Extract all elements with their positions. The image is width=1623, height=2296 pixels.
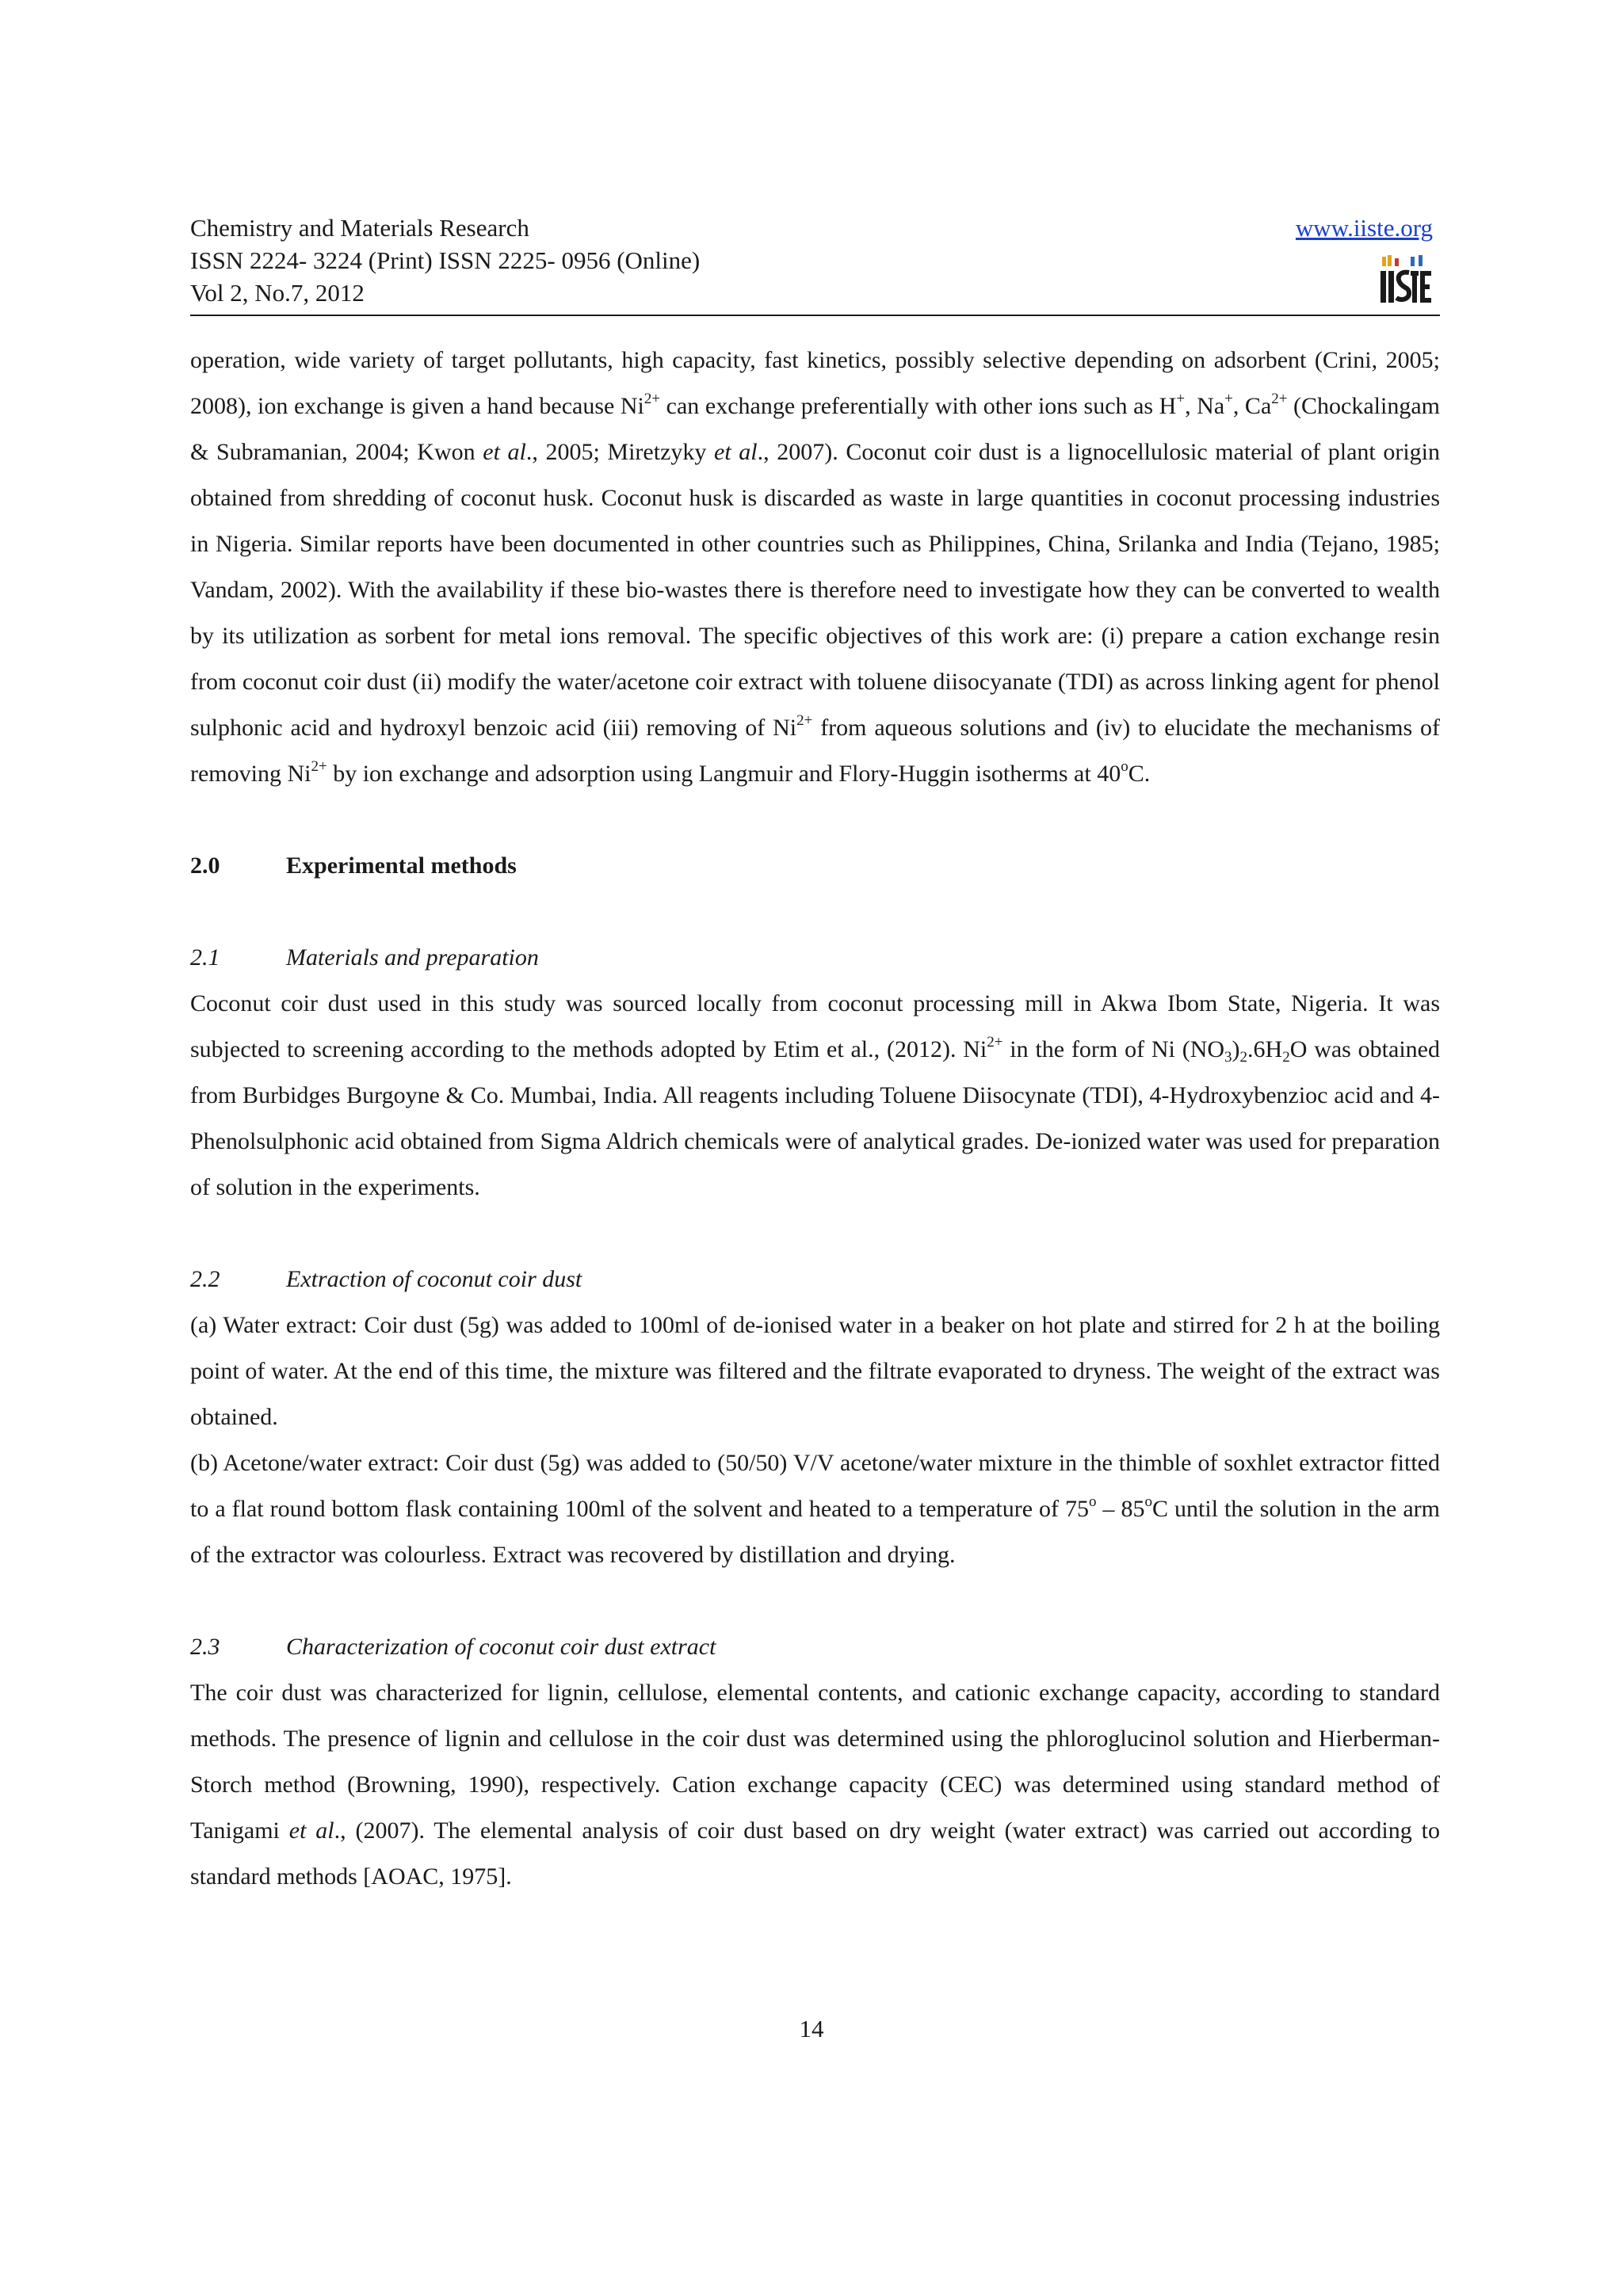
section-title: Experimental methods (286, 852, 517, 879)
section-heading-experimental-methods (190, 843, 1440, 889)
subsection-title: Materials and preparation (286, 944, 539, 971)
water-extract-paragraph: (a) Water extract: Coir dust (5g) was added to 100ml of de-ionised water in a beaker on hot plate and stirred for 2 h at the boiling point of water. At the end of this time, the mixture was filtered and the filtrate evaporated to dryness. The weight of the extract was obtained. (190, 1312, 1440, 1430)
subsection-heading-characterization (190, 1624, 1440, 1670)
header-divider (190, 315, 1440, 316)
subsection-heading-materials (190, 935, 1440, 981)
journal-title: Chemistry and Materials Research (190, 214, 529, 242)
subsection-number: 2.2 (190, 1266, 220, 1292)
page-number: 14 (799, 2015, 824, 2042)
journal-volume: Vol 2, No.7, 2012 (190, 279, 365, 307)
subsection-title: Characterization of coconut coir dust extract (286, 1634, 716, 1660)
iiste-logo (1377, 252, 1433, 307)
journal-issn: ISSN 2224- 3224 (Print) ISSN 2225- 0956 (Online) (190, 246, 701, 274)
section-number: 2.0 (190, 852, 220, 879)
page-body (190, 338, 1440, 1900)
characterization-paragraph: The coir dust was characterized for lignin, cellulose, elemental contents, and cationic exchange capacity, according to standard methods. The presence of lignin and cellulose in the coir dust was determined using the phloroglucinol solution and Hierberman-Storch method (Browning, 1990), respectively. Cation exchange capacity (CEC) was determined using standard method of Tanigami et al., (2007). The elemental analysis of coir dust based on dry weight (water extract) was carried out according to standard methods [AOAC, 1975]. (190, 1680, 1440, 1890)
journal-header (190, 212, 700, 309)
materials-paragraph: Coconut coir dust used in this study was sourced locally from coconut processing mill in Akwa Ibom State, Nigeria. It was subjected to screening according to the methods adopted by Etim et al., (2012). $Ni^{2+}$ in the form of Ni $(NO_3)_2.6H_2O$ was obtained from Burbidges Burgoyne & Co. Mumbai, India. All reagents including Toluene Diisocynate (TDI), 4-Hydroxybenzioc acid and 4-Phenolsulphonic acid obtained from Sigma Aldrich chemicals were of analytical grades. De-ionized water was used for preparation of solution in the experiments. (190, 990, 1440, 1200)
subsection-title: Extraction of coconut coir dust (286, 1266, 582, 1292)
subsection-heading-extraction (190, 1257, 1440, 1302)
subsection-number: 2.3 (190, 1634, 220, 1660)
acetone-extract-paragraph: (b) Acetone/water extract: Coir dust (5g) was added to (50/50) V/V acetone/water mixture in the thimble of soxhlet extractor fitted to a flat round bottom flask containing 100ml of the solvent and heated to a temperature of 75$^o$ – 85$^o$C until the solution in the arm of the extractor was colourless. Extract was recovered by distillation and drying. (190, 1450, 1440, 1568)
intro-paragraph: operation, wide variety of target pollutants, high capacity, fast kinetics, possibly selective depending on adsorbent (Crini, 2005; 2008), ion exchange is given a hand because $Ni^{2+}$ can exchange preferentially with other ions such as H+, Na+, $Ca^{2+}$ (Chockalingam & Subramanian, 2004; Kwon et al., 2005; Miretzyky et al., 2007). Coconut coir dust is a lignocellulosic material of plant origin obtained from shredding of coconut husk. Coconut husk is discarded as waste in large quantities in coconut processing industries in Nigeria. Similar reports have been documented in other countries such as Philippines, China, Srilanka and India (Tejano, 1985; Vandam, 2002). With the availability if these bio-wastes there is therefore need to investigate how they can be converted to wealth by its utilization as sorbent for metal ions removal. The specific objectives of this work are: (i) prepare a cation exchange resin from coconut coir dust (ii) modify the water/acetone coir extract with toluene diisocyanate (TDI) as across linking agent for phenol sulphonic acid and hydroxyl benzoic acid (iii) removing of $Ni^{2+}$ from aqueous solutions and (iv) to elucidate the mechanisms of removing $Ni^{2+}$ by ion exchange and adsorption using Langmuir and Flory-Huggin isotherms at 40$^o$C. (190, 347, 1441, 787)
journal-website-link[interactable]: www.iiste.org (1295, 214, 1433, 242)
subsection-number: 2.1 (190, 944, 220, 971)
